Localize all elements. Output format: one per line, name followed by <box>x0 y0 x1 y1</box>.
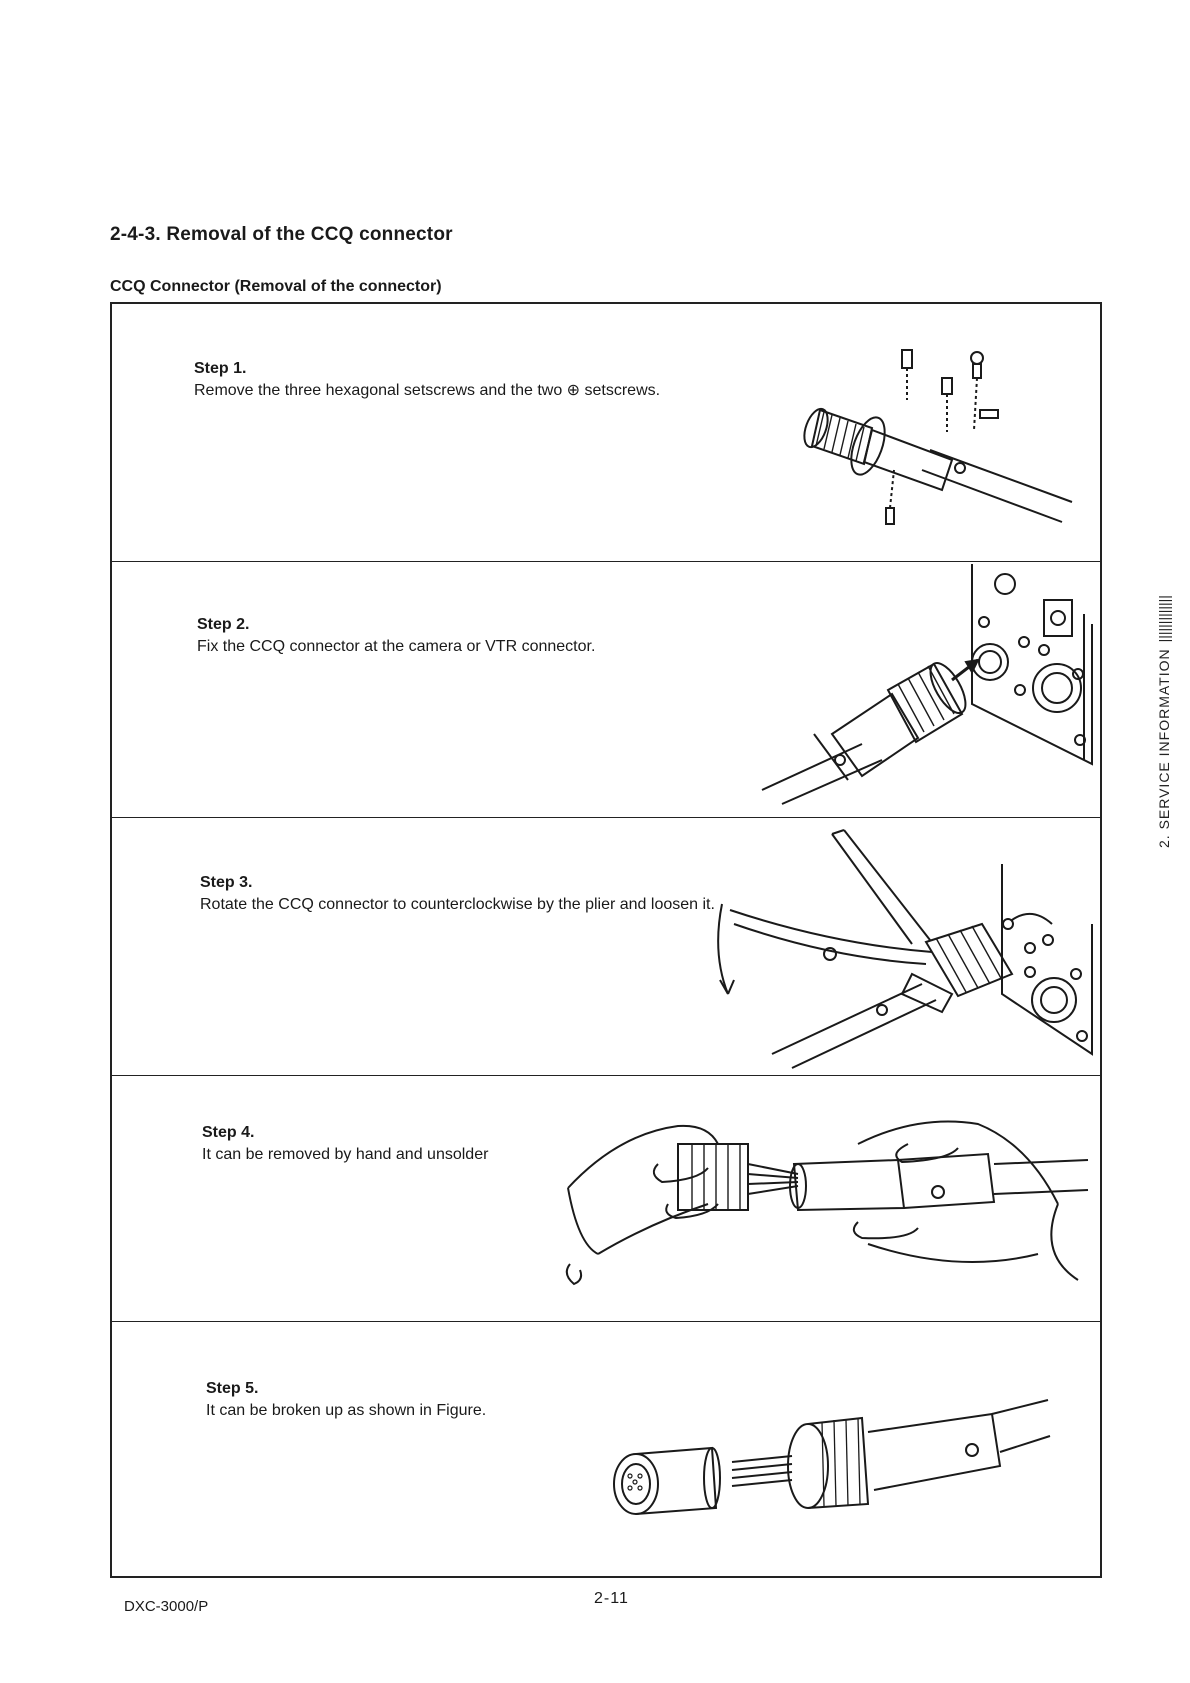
step-5-heading: Step 5. <box>206 1380 259 1397</box>
step-2-text <box>197 614 595 658</box>
step-4-heading: Step 4. <box>202 1124 255 1141</box>
step-4-text <box>202 1122 488 1166</box>
chapter-side-tab-label <box>1156 595 1172 848</box>
chapter-label: 2. SERVICE INFORMATION <box>1156 648 1172 848</box>
step-5-illustration <box>612 1392 1052 1542</box>
step-1-illustration <box>802 340 1092 530</box>
step-2-heading: Step 2. <box>197 616 250 633</box>
steps-box <box>110 302 1102 1578</box>
step-3-text <box>200 872 715 916</box>
step-5-text <box>206 1378 486 1422</box>
step-2-row <box>112 562 1100 818</box>
step-1-text <box>194 358 660 402</box>
step-3-row <box>112 818 1100 1076</box>
figure-subtitle: CCQ Connector (Removal of the connector) <box>110 278 442 295</box>
step-2-illustration <box>722 564 1102 814</box>
step-1-body: Remove the three hexagonal setscrews and the two ⊕ setscrews. <box>194 382 661 399</box>
section-title: 2-4-3. Removal of the CCQ connector <box>110 224 453 245</box>
step-4-body: It can be removed by hand and unsolder <box>202 1146 489 1163</box>
step-3-body: Rotate the CCQ connector to counterclockwise by the plier and loosen it. <box>200 896 715 913</box>
chapter-tab-marks: ||||||||||||| <box>1156 595 1172 643</box>
step-1-row <box>112 304 1100 562</box>
step-5-row <box>112 1322 1100 1578</box>
chapter-side-tab <box>1156 595 1176 858</box>
step-1-heading: Step 1. <box>194 360 247 377</box>
step-2-body: Fix the CCQ connector at the camera or VTR connector. <box>197 638 596 655</box>
step-5-body: It can be broken up as shown in Figure. <box>206 1402 487 1419</box>
step-3-heading: Step 3. <box>200 874 253 891</box>
step-4-row <box>112 1076 1100 1322</box>
footer-page-number: 2-11 <box>594 1590 629 1607</box>
step-4-illustration <box>558 1104 1098 1314</box>
step-3-illustration <box>712 824 1097 1070</box>
footer-model-number: DXC-3000/P <box>124 1598 209 1615</box>
